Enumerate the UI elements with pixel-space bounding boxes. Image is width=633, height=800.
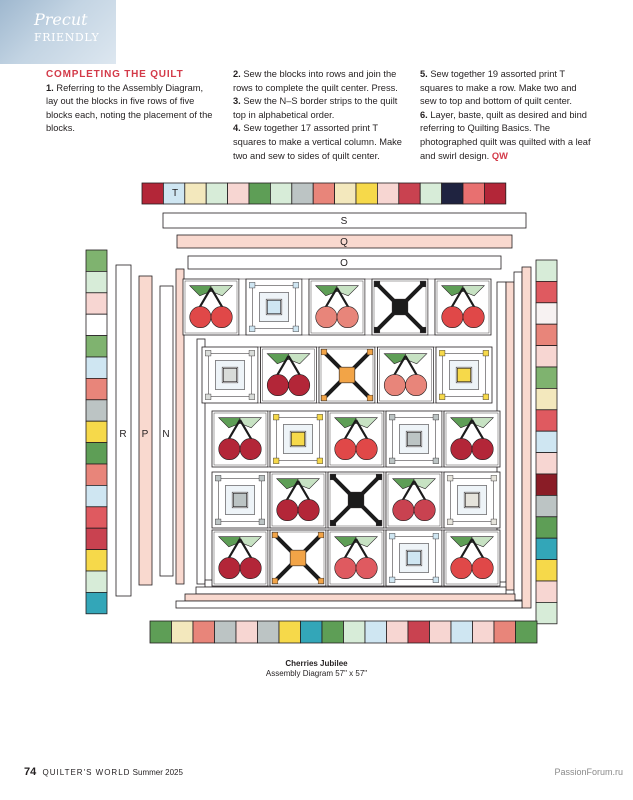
label-n: N: [162, 429, 170, 440]
log-center: [291, 432, 304, 445]
cherry-block: [328, 411, 384, 467]
right-border-square: [536, 346, 557, 367]
cherry-left: [190, 306, 211, 327]
site-watermark: PassionForum.ru: [554, 767, 623, 777]
right-border-square: [536, 560, 557, 581]
magazine-name: QUILTER'S WORLD: [42, 768, 131, 777]
x-block-cornerstone: [367, 395, 373, 401]
cherry-block: [270, 472, 326, 528]
cherry-block: [444, 411, 500, 467]
log-cornerstone: [447, 519, 453, 525]
x-block-cornerstone: [420, 281, 426, 287]
block-row: [212, 530, 500, 586]
x-block-cornerstone: [321, 349, 327, 355]
top-border-square: [420, 183, 441, 204]
bottom-border-square: [150, 621, 172, 643]
cherry-block: [309, 279, 365, 335]
log-cornerstone: [273, 458, 279, 464]
bottom-border-square: [516, 621, 538, 643]
log-cornerstone: [491, 519, 497, 525]
step-6: 6. Layer, baste, quilt as desired and bind referring to Quilting Basics. The photographed quilt was quilted with a leaf and swirl design. QW: [420, 109, 591, 161]
top-border-square: [142, 183, 163, 204]
bottom-border-square: [258, 621, 280, 643]
badge-title-text: FRIENDLY: [34, 31, 100, 44]
right-square-column: [536, 260, 557, 624]
step-4: 4. Sew together 17 assorted print T squares to make a vertical column. Make two and sew to sides of quilt center.: [233, 123, 402, 161]
cherry-left: [335, 557, 356, 578]
step-border-right-4: [522, 267, 531, 608]
cherry-left: [219, 438, 240, 459]
caption-title: Cherries Jubilee: [285, 659, 348, 668]
bottom-border-square: [215, 621, 237, 643]
x-block-cornerstone: [321, 395, 327, 401]
diagram-caption: [0, 659, 633, 679]
right-border-square: [536, 495, 557, 516]
cherry-block: [183, 279, 239, 335]
cherry-right: [289, 374, 310, 395]
issue-name: Summer 2025: [132, 768, 183, 777]
x-block-cornerstone: [376, 474, 382, 480]
cherry-right: [356, 438, 377, 459]
block-row: [202, 347, 492, 403]
label-r: R: [119, 429, 127, 440]
x-block-center: [290, 550, 306, 566]
log-block: [202, 347, 258, 403]
page-number: 74: [24, 766, 37, 778]
log-cornerstone: [439, 350, 445, 356]
top-border-square: [185, 183, 206, 204]
log-cornerstone: [433, 533, 439, 539]
x-block: [270, 530, 326, 586]
right-border-square: [536, 602, 557, 623]
x-block-cornerstone: [318, 578, 324, 584]
log-cornerstone: [433, 458, 439, 464]
step-5: 5. Sew together 19 assorted print T squares to make a row. Make two and sew to top and bottom of quilt center.: [420, 69, 577, 107]
cherry-right: [472, 438, 493, 459]
left-border-square: [86, 271, 107, 292]
cherry-left: [316, 306, 337, 327]
cherry-block: [212, 411, 268, 467]
step-1: 1. Referring to the Assembly Diagram, lay out the blocks in five rows of five blocks each, noting the placement of the blocks.: [46, 82, 213, 134]
left-border-square: [86, 357, 107, 378]
x-block-cornerstone: [374, 281, 380, 287]
bottom-border-square: [408, 621, 430, 643]
cherry-right: [337, 306, 358, 327]
label-o: O: [340, 258, 348, 269]
log-cornerstone: [293, 326, 299, 332]
cherry-block: [444, 530, 500, 586]
x-block-center: [392, 299, 408, 315]
x-block-cornerstone: [420, 327, 426, 333]
log-cornerstone: [389, 577, 395, 583]
x-block-center: [348, 492, 364, 508]
log-cornerstone: [215, 475, 221, 481]
log-cornerstone: [389, 458, 395, 464]
right-border-square: [536, 260, 557, 281]
log-cornerstone: [249, 282, 255, 288]
step-2: 2. Sew the blocks into rows and join the rows to complete the quilt center. Press.: [233, 69, 398, 93]
log-cornerstone: [249, 326, 255, 332]
right-border-square: [536, 474, 557, 495]
cherry-left: [267, 374, 288, 395]
step-border-right-3: [514, 272, 522, 600]
bottom-border-square: [365, 621, 387, 643]
left-square-column: [86, 250, 107, 614]
log-cornerstone: [317, 414, 323, 420]
bottom-border-square: [344, 621, 366, 643]
cherry-right: [240, 557, 261, 578]
log-block: [270, 411, 326, 467]
log-cornerstone: [259, 475, 265, 481]
top-border-square: [270, 183, 291, 204]
sashing-strip: [302, 279, 309, 335]
right-border-square: [536, 388, 557, 409]
cherry-block: [212, 530, 268, 586]
label-q: Q: [340, 237, 348, 248]
bottom-border-square: [236, 621, 258, 643]
left-border-square: [86, 421, 107, 442]
log-cornerstone: [433, 414, 439, 420]
cherry-left: [384, 374, 405, 395]
x-block: [319, 347, 375, 403]
left-border-square: [86, 250, 107, 271]
bottom-square-row: [150, 621, 537, 643]
log-block: [386, 411, 442, 467]
log-cornerstone: [317, 458, 323, 464]
bottom-border-4: [176, 601, 522, 608]
label-t: T: [171, 188, 179, 199]
log-center: [233, 493, 246, 506]
x-block-cornerstone: [367, 349, 373, 355]
bottom-border-square: [494, 621, 516, 643]
cherry-left: [393, 499, 414, 520]
bottom-border-square: [172, 621, 194, 643]
left-border-square: [86, 443, 107, 464]
cherry-block: [435, 279, 491, 335]
bottom-border-square: [387, 621, 409, 643]
cherry-block: [328, 530, 384, 586]
qw-end-mark: QW: [491, 150, 508, 161]
cherry-left: [451, 557, 472, 578]
top-border-square: [356, 183, 377, 204]
cherry-block: [378, 347, 434, 403]
top-square-row: [142, 183, 506, 204]
step-3: 3. Sew the N–S border strips to the quilt top in alphabetical order.: [233, 96, 398, 120]
bottom-border-square: [473, 621, 495, 643]
bottom-border-3: [185, 594, 515, 601]
log-center: [407, 551, 420, 564]
left-border-square: [86, 528, 107, 549]
log-cornerstone: [215, 519, 221, 525]
log-cornerstone: [259, 519, 265, 525]
log-cornerstone: [273, 414, 279, 420]
log-block: [212, 472, 268, 528]
top-border-square: [249, 183, 270, 204]
top-border-square: [463, 183, 484, 204]
top-border-square: [206, 183, 227, 204]
bottom-border-2: [196, 587, 506, 594]
left-border-square: [86, 400, 107, 421]
left-border-square: [86, 592, 107, 613]
x-block: [372, 279, 428, 335]
x-block-cornerstone: [272, 578, 278, 584]
log-cornerstone: [293, 282, 299, 288]
bottom-border-square: [322, 621, 344, 643]
x-block-cornerstone: [272, 532, 278, 538]
block-row: [212, 472, 500, 528]
left-border-square: [86, 293, 107, 314]
page-footer: [24, 766, 183, 778]
log-center: [465, 493, 478, 506]
sashing-strip: [365, 279, 372, 335]
right-border-square: [536, 324, 557, 345]
x-block-center: [339, 367, 355, 383]
log-cornerstone: [447, 475, 453, 481]
right-border-square: [536, 281, 557, 302]
top-border-square: [292, 183, 313, 204]
right-border-square: [536, 410, 557, 431]
top-border-square: [442, 183, 463, 204]
log-center: [223, 368, 236, 381]
top-border-square: [228, 183, 249, 204]
x-block-cornerstone: [318, 532, 324, 538]
right-border-square: [536, 367, 557, 388]
label-p: P: [141, 429, 149, 440]
section-heading: COMPLETING THE QUILT: [46, 69, 184, 80]
bottom-border-square: [279, 621, 301, 643]
x-block-cornerstone: [374, 327, 380, 333]
bottom-border-square: [193, 621, 215, 643]
log-center: [457, 368, 470, 381]
top-border-square: [335, 183, 356, 204]
log-cornerstone: [205, 394, 211, 400]
cherry-left: [335, 438, 356, 459]
log-cornerstone: [389, 533, 395, 539]
top-border-square: [399, 183, 420, 204]
right-border-square: [536, 538, 557, 559]
cherry-left: [451, 438, 472, 459]
left-border-square: [86, 507, 107, 528]
cherry-block: [261, 347, 317, 403]
quilt-center: [183, 279, 500, 586]
bottom-border-square: [430, 621, 452, 643]
log-center: [267, 300, 280, 313]
log-center: [407, 432, 420, 445]
x-block-cornerstone: [330, 520, 336, 526]
log-cornerstone: [389, 414, 395, 420]
log-block: [436, 347, 492, 403]
left-border-square: [86, 314, 107, 335]
cherry-right: [406, 374, 427, 395]
cherry-block: [386, 472, 442, 528]
x-block: [328, 472, 384, 528]
cherry-left: [277, 499, 298, 520]
log-cornerstone: [433, 577, 439, 583]
right-border-square: [536, 517, 557, 538]
bottom-border-square: [451, 621, 473, 643]
right-border-square: [536, 303, 557, 324]
cherry-right: [463, 306, 484, 327]
bottom-border-square: [301, 621, 323, 643]
cherry-right: [240, 438, 261, 459]
log-cornerstone: [483, 394, 489, 400]
log-block: [444, 472, 500, 528]
cherry-right: [298, 499, 319, 520]
right-border-square: [536, 431, 557, 452]
x-block-cornerstone: [376, 520, 382, 526]
left-border-square: [86, 550, 107, 571]
label-s: S: [340, 216, 348, 227]
sashing-strip: [428, 279, 435, 335]
cherry-right: [472, 557, 493, 578]
cherry-right: [356, 557, 377, 578]
cherry-right: [414, 499, 435, 520]
cherry-left: [442, 306, 463, 327]
log-cornerstone: [483, 350, 489, 356]
left-border-square: [86, 464, 107, 485]
sashing-strip: [239, 279, 246, 335]
log-cornerstone: [205, 350, 211, 356]
left-border-square: [86, 571, 107, 592]
badge-script-text: Precut: [34, 10, 88, 29]
top-border-square: [313, 183, 334, 204]
log-cornerstone: [491, 475, 497, 481]
top-border-square: [377, 183, 398, 204]
right-border-square: [536, 581, 557, 602]
left-border-square: [86, 485, 107, 506]
block-row: [183, 279, 491, 335]
log-cornerstone: [439, 394, 445, 400]
block-row: [212, 411, 500, 467]
x-block-cornerstone: [330, 474, 336, 480]
log-cornerstone: [249, 394, 255, 400]
left-border-square: [86, 336, 107, 357]
log-block: [386, 530, 442, 586]
top-border-square: [484, 183, 505, 204]
step-border-right-2: [506, 282, 514, 590]
log-cornerstone: [249, 350, 255, 356]
right-border-square: [536, 453, 557, 474]
cherry-left: [219, 557, 240, 578]
left-border-square: [86, 378, 107, 399]
cherry-right: [211, 306, 232, 327]
caption-subtitle: Assembly Diagram 57" x 57": [265, 669, 368, 678]
log-block: [246, 279, 302, 335]
